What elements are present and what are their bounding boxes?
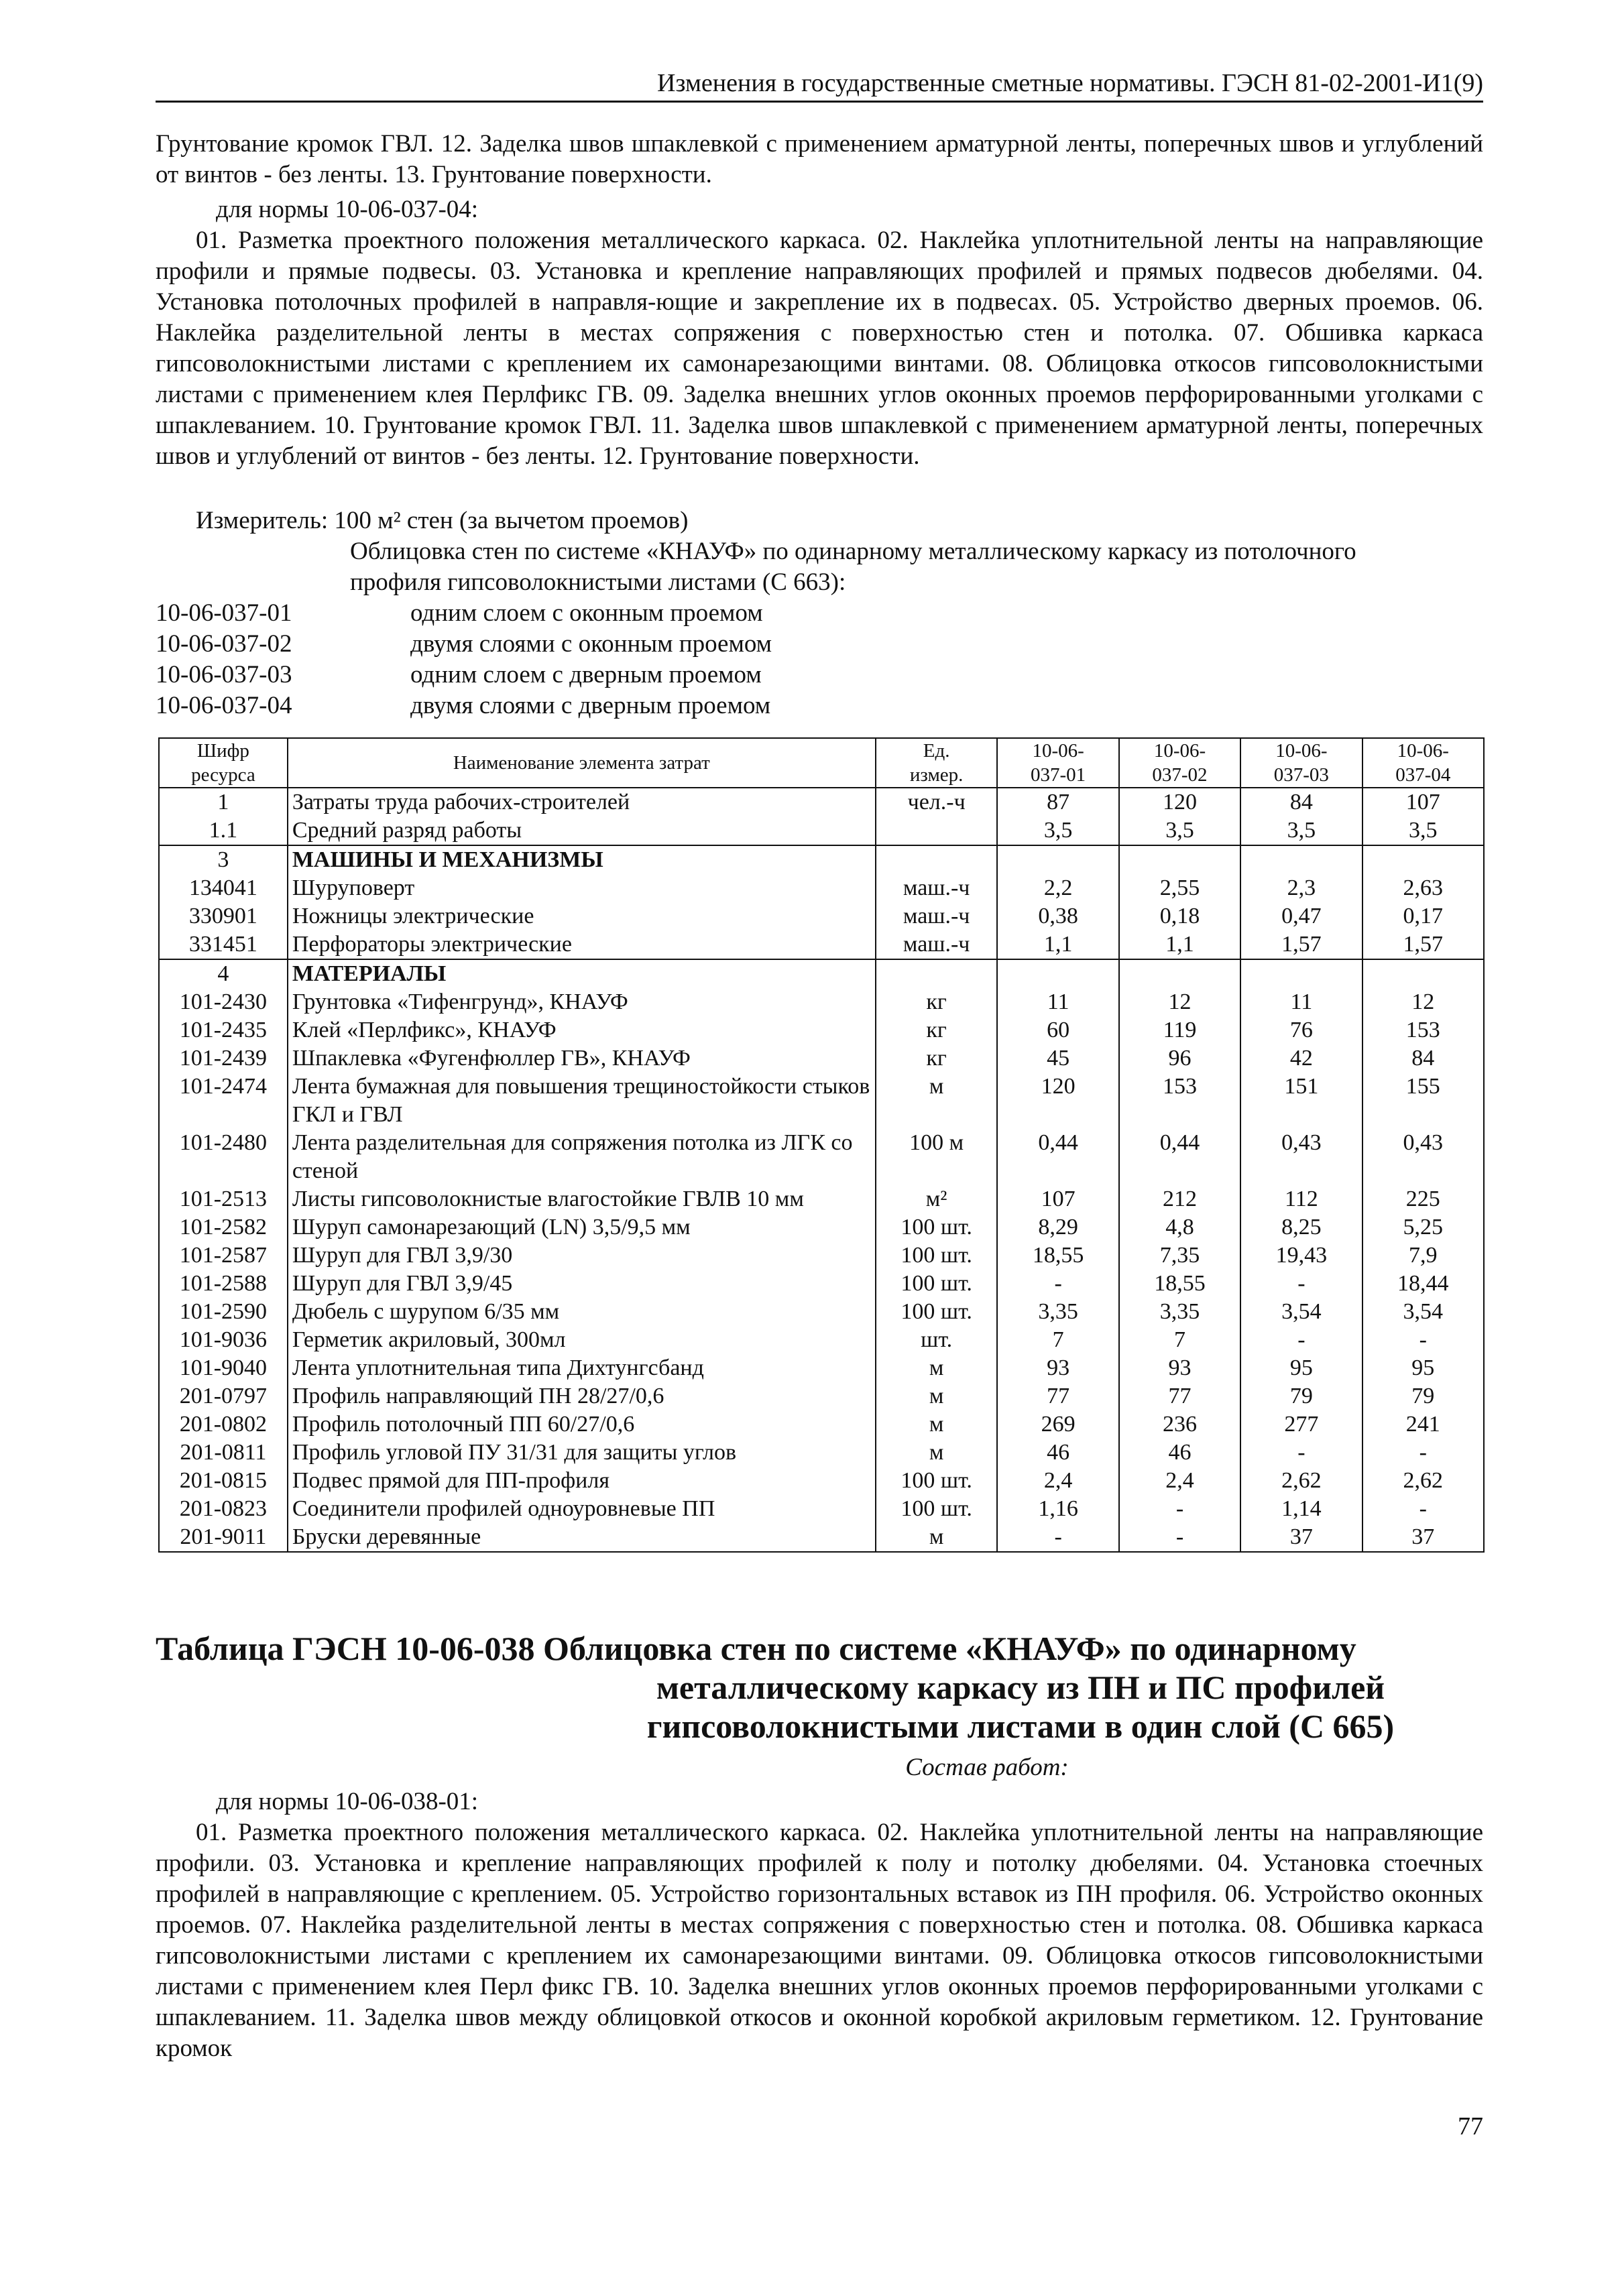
cell-value: 2,55 [1119, 874, 1240, 902]
cell-name: Профиль потолочный ПП 60/27/0,6 [288, 1410, 876, 1439]
cell-value: 87 [997, 788, 1118, 817]
cell-value: - [1119, 1523, 1240, 1552]
table-row [159, 874, 1484, 902]
cell-code: 101-2513 [159, 1185, 288, 1213]
cell-value: 3,54 [1240, 1298, 1362, 1326]
cell-name: Лента уплотнительная типа Дихтунгсбанд [288, 1354, 876, 1382]
cell-name: Ножницы электрические [288, 902, 876, 930]
cell-code: 1.1 [159, 817, 288, 845]
cell-name: Бруски деревянные [288, 1523, 876, 1552]
cell-value: 84 [1240, 788, 1362, 817]
cell-code: 4 [159, 959, 288, 988]
col-name-header: Наименование элемента затрат [288, 738, 876, 788]
cell-value: 4,8 [1119, 1213, 1240, 1242]
table-row [159, 1185, 1484, 1213]
cell-value: 269 [997, 1410, 1118, 1439]
running-header: Изменения в государственные сметные нормативы. ГЭСН 81-02-2001-И1(9) [156, 68, 1483, 103]
table-row [159, 1467, 1484, 1495]
cell-value: 0,18 [1119, 902, 1240, 930]
cell-value: 1,1 [997, 930, 1118, 959]
cell-value [1119, 845, 1240, 874]
cell-unit: 100 шт. [876, 1298, 998, 1326]
table-row [159, 1354, 1484, 1382]
cell-value: 2,63 [1362, 874, 1484, 902]
cell-value: 3,35 [997, 1298, 1118, 1326]
cell-value: 107 [997, 1185, 1118, 1213]
cell-value [1362, 959, 1484, 988]
cell-value: 3,54 [1362, 1298, 1484, 1326]
cell-code: 101-9040 [159, 1354, 288, 1382]
cell-name: Подвес прямой для ПП-профиля [288, 1467, 876, 1495]
page-number: 77 [1458, 2112, 1483, 2140]
cell-unit: маш.-ч [876, 874, 998, 902]
cell-unit: чел.-ч [876, 788, 998, 817]
col-norm2-header: 10-06- 037-02 [1119, 738, 1240, 788]
table-header-row [159, 738, 1484, 788]
table-body [159, 788, 1484, 1552]
cell-code: 134041 [159, 874, 288, 902]
cell-name: МАТЕРИАЛЫ [288, 959, 876, 988]
cell-unit [876, 817, 998, 845]
cell-value: 155 [1362, 1073, 1484, 1129]
table-row [159, 1523, 1484, 1552]
cell-name: Дюбель с шурупом 6/35 мм [288, 1298, 876, 1326]
cell-value: - [997, 1270, 1118, 1298]
norm-name: двумя слоями с оконным проемом [410, 630, 772, 658]
cell-name: Перфораторы электрические [288, 930, 876, 959]
cell-value [1119, 959, 1240, 988]
cell-unit: м² [876, 1185, 998, 1213]
norm-code: 10-06-037-01 [156, 599, 292, 627]
cell-value: 37 [1240, 1523, 1362, 1552]
table-title-line-3: гипсоволокнистыми листами в один слой (С 665) [646, 1707, 1395, 1745]
cell-unit: 100 м [876, 1129, 998, 1185]
cell-value: 119 [1119, 1016, 1240, 1044]
cell-value: 0,17 [1362, 902, 1484, 930]
cell-value: 8,25 [1240, 1213, 1362, 1242]
table-row [159, 930, 1484, 959]
cell-value: 42 [1240, 1044, 1362, 1073]
cell-name: Шпаклевка «Фугенфюллер ГВ», КНАУФ [288, 1044, 876, 1073]
norm-name: одним слоем с оконным проемом [410, 599, 763, 627]
table-row [159, 845, 1484, 874]
cell-value: 46 [1119, 1439, 1240, 1467]
cell-unit: 100 шт. [876, 1495, 998, 1523]
cell-name: Средний разряд работы [288, 817, 876, 845]
cell-value: 77 [997, 1382, 1118, 1410]
cell-unit: м [876, 1382, 998, 1410]
table-row [159, 1073, 1484, 1129]
cell-value: 2,62 [1240, 1467, 1362, 1495]
cell-value: 46 [997, 1439, 1118, 1467]
cell-value: 0,38 [997, 902, 1118, 930]
cell-value: 2,3 [1240, 874, 1362, 902]
cell-value: 19,43 [1240, 1242, 1362, 1270]
cell-value: 18,55 [997, 1242, 1118, 1270]
cell-name: Затраты труда рабочих-строителей [288, 788, 876, 817]
table-row [159, 1016, 1484, 1044]
cell-value: 241 [1362, 1410, 1484, 1439]
cell-unit: 100 шт. [876, 1242, 998, 1270]
cell-code: 3 [159, 845, 288, 874]
cell-unit: кг [876, 1044, 998, 1073]
cell-name: Профиль угловой ПУ 31/31 для защиты углов [288, 1439, 876, 1467]
cell-unit: кг [876, 1016, 998, 1044]
group-title-line-2: профиля гипсоволокнистыми листами (С 663): [350, 568, 846, 596]
table-row [159, 1270, 1484, 1298]
cell-value: 5,25 [1362, 1213, 1484, 1242]
cell-unit: 100 шт. [876, 1467, 998, 1495]
cell-value: 2,4 [997, 1467, 1118, 1495]
table-row [159, 1382, 1484, 1410]
resource-table [158, 737, 1485, 1553]
cell-value: 153 [1362, 1016, 1484, 1044]
cell-value: 0,47 [1240, 902, 1362, 930]
cell-value: 236 [1119, 1410, 1240, 1439]
cell-unit: маш.-ч [876, 902, 998, 930]
cell-value: 112 [1240, 1185, 1362, 1213]
cell-name: МАШИНЫ И МЕХАНИЗМЫ [288, 845, 876, 874]
cell-value [997, 959, 1118, 988]
cell-value: 2,2 [997, 874, 1118, 902]
cell-value: 212 [1119, 1185, 1240, 1213]
paragraph-intro: Грунтование кромок ГВЛ. 12. Заделка швов шпаклевкой с применением арматурной ленты, поперечных швов и углублений от винтов - без ленты. 13. Грунтование поверхности. [156, 130, 1483, 188]
cell-code: 101-2435 [159, 1016, 288, 1044]
cell-unit: м [876, 1354, 998, 1382]
col-norm3-header: 10-06- 037-03 [1240, 738, 1362, 788]
cell-name: Лента бумажная для повышения трещиностойкости стыков ГКЛ и ГВЛ [288, 1073, 876, 1129]
cell-name: Листы гипсоволокнистые влагостойкие ГВЛВ 10 мм [288, 1185, 876, 1213]
cell-name: Герметик акриловый, 300мл [288, 1326, 876, 1354]
cell-value: 2,4 [1119, 1467, 1240, 1495]
cell-value: 84 [1362, 1044, 1484, 1073]
cell-value: 93 [997, 1354, 1118, 1382]
table-row [159, 1242, 1484, 1270]
cell-name: Шуруп самонарезающий (LN) 3,5/9,5 мм [288, 1213, 876, 1242]
cell-value: 18,44 [1362, 1270, 1484, 1298]
cell-value: 37 [1362, 1523, 1484, 1552]
cell-unit: м [876, 1439, 998, 1467]
table-row [159, 1044, 1484, 1073]
cell-value: 45 [997, 1044, 1118, 1073]
norm-code: 10-06-037-04 [156, 692, 292, 719]
cell-value: 60 [997, 1016, 1118, 1044]
cell-code: 201-0802 [159, 1410, 288, 1439]
cell-value: - [1362, 1495, 1484, 1523]
table-row [159, 788, 1484, 817]
cell-code: 101-2430 [159, 988, 288, 1016]
cell-unit: 100 шт. [876, 1270, 998, 1298]
table-row [159, 1410, 1484, 1439]
table-title [156, 1629, 1483, 1746]
cell-value [997, 845, 1118, 874]
norm-code: 10-06-037-02 [156, 630, 292, 658]
col-code-header: Шифр ресурса [159, 738, 288, 788]
paragraph-work-038-01: 01. Разметка проектного положения металлического каркаса. 02. Наклейка уплотнительной ленты на направляющие профили. 03. Установка и крепление направляющих профилей к полу и потолку дюбелями. 04. Установка стоечных профилей в направляющие с креплением. 05. Устройство горизонтальных вставок из ПН профиля. 06. Устройство оконных проемов. 07. Наклейка разделительной ленты в местах сопряжения с поверхностью стен и потолка. 08. Обшивка каркаса гипсоволокнистыми листами с креплением их самонарезающими винтами. 09. Облицовка откосов гипсоволокнистыми листами с применением клея Перл фикс ГВ. 10. Заделка внешних углов оконных проемов перфорированными уголками с шпаклеванием. 11. Заделка швов между облицовкой откосов и оконной коробкой акриловым герметиком. 12. Грунтование кромок [156, 1819, 1483, 2062]
cell-value: 1,57 [1362, 930, 1484, 959]
norm-label-038-01: для нормы 10-06-038-01: [216, 1788, 479, 1815]
cell-unit [876, 845, 998, 874]
work-composition-label: Состав работ: [905, 1754, 1069, 1781]
cell-unit: шт. [876, 1326, 998, 1354]
table-row [159, 1439, 1484, 1467]
cell-code: 101-2582 [159, 1213, 288, 1242]
cell-value: 1,57 [1240, 930, 1362, 959]
cell-code: 1 [159, 788, 288, 817]
table-row [159, 902, 1484, 930]
cell-value: 107 [1362, 788, 1484, 817]
table-row [159, 817, 1484, 845]
cell-value: 0,44 [997, 1129, 1118, 1185]
cell-value: 120 [1119, 788, 1240, 817]
cell-name: Соединители профилей одноуровневые ПП [288, 1495, 876, 1523]
cell-value: 11 [997, 988, 1118, 1016]
table-title-line-1: Таблица ГЭСН 10-06-038 Облицовка стен по системе «КНАУФ» по одинарному [156, 1630, 1356, 1667]
cell-value: 3,5 [1119, 817, 1240, 845]
cell-value: 95 [1362, 1354, 1484, 1382]
cell-value: - [1240, 1270, 1362, 1298]
cell-code: 201-0797 [159, 1382, 288, 1410]
paragraph-work-037-04: 01. Разметка проектного положения металлического каркаса. 02. Наклейка уплотнительной ленты на направляющие профили и прямые подвесы. 03. Установка и крепление направляющих профилей и прямых подвесов дюбелями. 04. Установка потолочных профилей в направля-ющие и закрепление их в подвесах. 05. Устройство дверных проемов. 06. Наклейка разделительной ленты в местах сопряжения с поверхностью стен и потолка. 07. Обшивка каркаса гипсоволокнистыми листами с креплением их самонарезающими винтами. 08. Облицовка откосов гипсоволокнистыми листами с применением клея Перлфикс ГВ. 09. Заделка внешних углов оконных проемов перфорированными уголками с шпаклеванием. 10. Грунтование кромок ГВЛ. 11. Заделка швов шпаклевкой с применением арматурной ленты, поперечных швов и углублений от винтов - без ленты. 12. Грунтование поверхности. [156, 227, 1483, 470]
cell-name: Профиль направляющий ПН 28/27/0,6 [288, 1382, 876, 1410]
cell-code: 101-9036 [159, 1326, 288, 1354]
cell-unit: м [876, 1523, 998, 1552]
norm-name: одним слоем с дверным проемом [410, 661, 762, 688]
cell-code: 201-0823 [159, 1495, 288, 1523]
cell-value: 95 [1240, 1354, 1362, 1382]
cell-value: 77 [1119, 1382, 1240, 1410]
cell-value: 11 [1240, 988, 1362, 1016]
cell-name: Грунтовка «Тифенгрунд», КНАУФ [288, 988, 876, 1016]
table-row [159, 1298, 1484, 1326]
table-title-line-2: металлическому каркасу из ПН и ПС профилей [656, 1669, 1385, 1706]
cell-value: 93 [1119, 1354, 1240, 1382]
cell-unit: 100 шт. [876, 1213, 998, 1242]
col-norm1-header: 10-06- 037-01 [997, 738, 1118, 788]
cell-value: - [1240, 1326, 1362, 1354]
table-row [159, 1129, 1484, 1185]
cell-value: 2,62 [1362, 1467, 1484, 1495]
cell-name: Лента разделительная для сопряжения потолка из ЛГК со стеной [288, 1129, 876, 1185]
cell-value: 3,35 [1119, 1298, 1240, 1326]
cell-code: 101-2480 [159, 1129, 288, 1185]
group-title-line-1: Облицовка стен по системе «КНАУФ» по одинарному металлическому каркасу из потолочного [350, 538, 1356, 565]
cell-value: 12 [1119, 988, 1240, 1016]
cell-value [1362, 845, 1484, 874]
cell-value: 18,55 [1119, 1270, 1240, 1298]
cell-value [1240, 845, 1362, 874]
cell-value: 225 [1362, 1185, 1484, 1213]
cell-value: 1,14 [1240, 1495, 1362, 1523]
cell-code: 101-2587 [159, 1242, 288, 1270]
cell-value: 3,5 [1240, 817, 1362, 845]
cell-value: 12 [1362, 988, 1484, 1016]
cell-value: 3,5 [1362, 817, 1484, 845]
col-norm4-header: 10-06- 037-04 [1362, 738, 1484, 788]
table-row [159, 959, 1484, 988]
norm-name: двумя слоями с дверным проемом [410, 692, 771, 719]
cell-value: 76 [1240, 1016, 1362, 1044]
cell-code: 201-9011 [159, 1523, 288, 1552]
table-row [159, 1326, 1484, 1354]
cell-value: 1,1 [1119, 930, 1240, 959]
cell-code: 201-0815 [159, 1467, 288, 1495]
cell-value: 7,35 [1119, 1242, 1240, 1270]
cell-value: 0,43 [1362, 1129, 1484, 1185]
cell-value: - [1362, 1326, 1484, 1354]
cell-value: - [1362, 1439, 1484, 1467]
cell-value: 96 [1119, 1044, 1240, 1073]
table-row [159, 988, 1484, 1016]
cell-value: 153 [1119, 1073, 1240, 1129]
col-unit-header: Ед. измер. [876, 738, 998, 788]
cell-value: 7 [997, 1326, 1118, 1354]
cell-code: 330901 [159, 902, 288, 930]
cell-code: 201-0811 [159, 1439, 288, 1467]
cell-unit [876, 959, 998, 988]
cell-name: Клей «Перлфикс», КНАУФ [288, 1016, 876, 1044]
cell-value: 277 [1240, 1410, 1362, 1439]
norm-label-037-04: для нормы 10-06-037-04: [216, 196, 479, 223]
cell-unit: маш.-ч [876, 930, 998, 959]
measure-unit: Измеритель: 100 м² стен (за вычетом проемов) [196, 507, 689, 534]
cell-code: 101-2474 [159, 1073, 288, 1129]
cell-name: Шуруповерт [288, 874, 876, 902]
cell-value: 0,43 [1240, 1129, 1362, 1185]
cell-code: 331451 [159, 930, 288, 959]
cell-value: 79 [1362, 1382, 1484, 1410]
cell-value: 3,5 [997, 817, 1118, 845]
cell-code: 101-2588 [159, 1270, 288, 1298]
cell-value: - [1240, 1439, 1362, 1467]
cell-value: - [1119, 1495, 1240, 1523]
cell-value: 120 [997, 1073, 1118, 1129]
cell-value: 79 [1240, 1382, 1362, 1410]
cell-value: 0,44 [1119, 1129, 1240, 1185]
cell-value: 8,29 [997, 1213, 1118, 1242]
table-row [159, 1495, 1484, 1523]
cell-value: 1,16 [997, 1495, 1118, 1523]
cell-unit: кг [876, 988, 998, 1016]
norm-code: 10-06-037-03 [156, 661, 292, 688]
cell-name: Шуруп для ГВЛ 3,9/45 [288, 1270, 876, 1298]
cell-unit: м [876, 1410, 998, 1439]
table-row [159, 1213, 1484, 1242]
cell-unit: м [876, 1073, 998, 1129]
cell-value: 7 [1119, 1326, 1240, 1354]
cell-value: 7,9 [1362, 1242, 1484, 1270]
cell-value: 151 [1240, 1073, 1362, 1129]
cell-value: - [997, 1523, 1118, 1552]
cell-code: 101-2590 [159, 1298, 288, 1326]
cell-value [1240, 959, 1362, 988]
cell-name: Шуруп для ГВЛ 3,9/30 [288, 1242, 876, 1270]
cell-code: 101-2439 [159, 1044, 288, 1073]
